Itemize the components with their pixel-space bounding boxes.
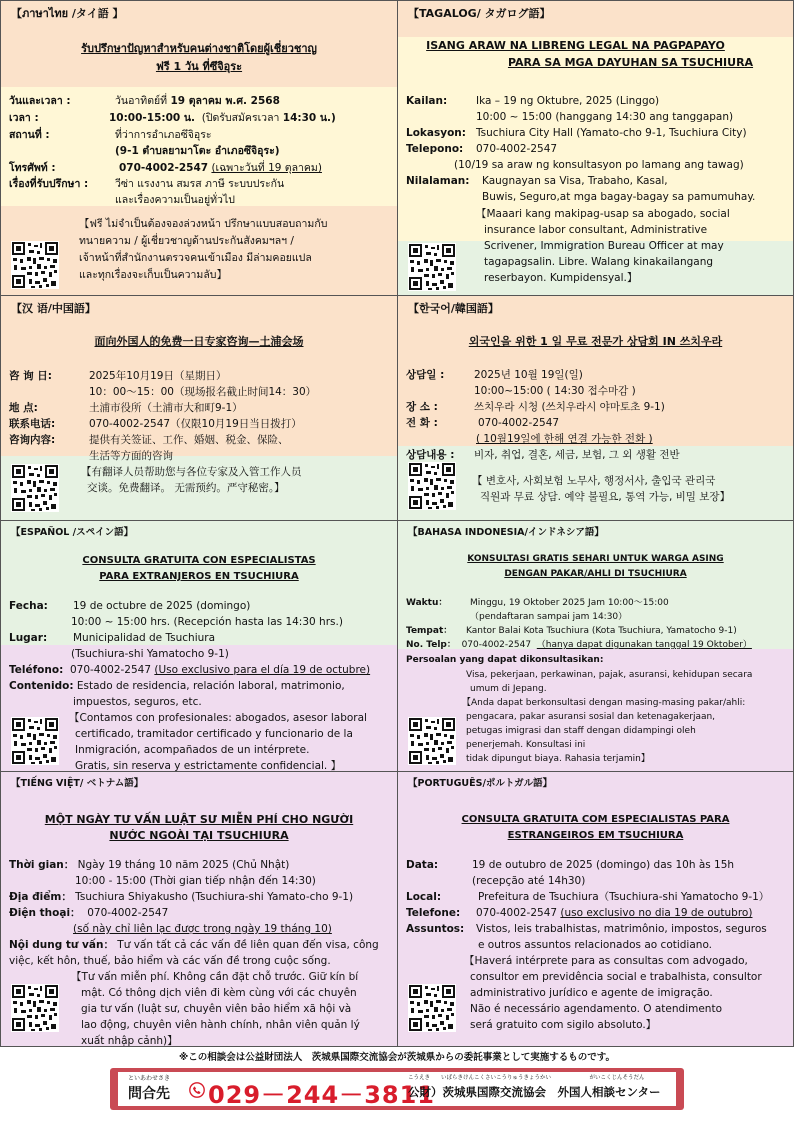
section-title: KONSULTASI GRATIS SEHARI UNTUK WARGA ASING	[467, 554, 724, 564]
content-value-line2: việc, kết hôn, thuế, bảo hiểm và các vấn đề trong cuộc sống.	[9, 955, 331, 967]
notice-line3: Scrivener, Immigration Bureau Officer at may	[484, 240, 724, 252]
notice-line1: 【 변호사, 사회보험 노무사, 행정서사, 출입국 관리국	[472, 475, 716, 487]
date-value-line2: 10:00 ~ 15:00 hrs. (Recepción hasta las 14:30 hrs.)	[71, 616, 343, 628]
section-header: 【ภาษาไทย /タイ語 】	[11, 7, 124, 20]
topics-value: Visa, pekerjaan, perkawinan, pajak, asuransi, kehidupan secara	[466, 670, 753, 680]
place-label: 地 点:	[9, 402, 38, 414]
section-title-line2: DENGAN PAKAR/AHLI DI TSUCHIURA	[504, 569, 687, 579]
notice-line2: consultor em previdência social e trabalhista, consultor	[470, 971, 762, 983]
when-value-line2: 10:00 ~ 15:00 (hanggang 14:30 ang tanggapan)	[476, 111, 734, 123]
date-value: 19 de outubro de 2025 (domingo) das 10h às 15h	[472, 859, 735, 871]
content-value: 비자, 취업, 결혼, 세금, 보험, 그 외 생활 전반	[474, 449, 680, 461]
contact-box	[110, 1068, 684, 1110]
topics-value-line2: และเรื่องความเป็นอยู่ทั่วไป	[115, 194, 235, 206]
tel-value: 070-4002-2547	[478, 417, 560, 429]
time-label: Thời gian：	[9, 859, 75, 871]
time-note: (ปิดรับสมัครเวลา	[201, 112, 283, 124]
notice-line4: tagapagsalin. Libre. Walang kinakailangang	[484, 256, 714, 268]
qr-code-icon[interactable]	[408, 984, 456, 1032]
content-label: Nilalaman:	[406, 175, 470, 187]
section-title: ISANG ARAW NA LIBRENG LEGAL NA PAGPAPAYO	[426, 39, 725, 52]
place-value-line2: (Tsuchiura-shi Yamatocho 9-1)	[71, 648, 229, 660]
tel-value: 070-4002-2547	[461, 640, 532, 650]
content-value: Tư vấn tất cả các vấn đề liên quan đến visa, công	[117, 939, 379, 951]
place-label: Địa điểm：	[9, 891, 72, 903]
section-title-line2: ESTRANGEIROS EM TSUCHIURA	[507, 830, 684, 841]
place-label: สถานที่ :	[9, 129, 50, 141]
subj-label: Assuntos:	[406, 923, 465, 935]
date-value-line2: (recepção até 14h30)	[472, 875, 586, 887]
section-title-line2: PARA SA MGA DAYUHAN SA TSUCHIURA	[507, 56, 754, 69]
tel-note: (số này chỉ liên lạc được trong ngày 19 tháng 10)	[73, 923, 332, 935]
date-label: วันและเวลา :	[9, 95, 71, 107]
notice-line1: 【Maaari kang makipag-usap sa abogado, social	[476, 208, 730, 220]
content-label: 상담내용 :	[406, 449, 455, 461]
vietnamese-section	[0, 771, 398, 1047]
content-value-line2: impuestos, seguros, etc.	[73, 696, 202, 708]
topics-label: Persoalan yang dapat dikonsultasikan:	[406, 655, 604, 665]
time-value-line2: （pendaftaran sampai jam 14:30）	[470, 612, 628, 622]
tel-note: （hanya dapat digunakan tanggal 19 Oktober）	[536, 640, 752, 650]
notice-line2: ทนายความ / ผู้เชี่ยวชาญด้านประกันสังคมฯลฯ /	[79, 235, 294, 247]
time-value: Ngày 19 tháng 10 năm 2025 (Chủ Nhật)	[77, 859, 290, 871]
tel-value: 070-4002-2547	[476, 907, 558, 919]
indonesian-section	[397, 520, 794, 772]
topics-label: เรื่องที่รับปรึกษา :	[9, 178, 89, 190]
notice-line2: mật. Có thông dịch viên đi kèm cùng với các chuyên	[81, 987, 357, 999]
tel-value: 070-4002-2547	[476, 143, 558, 155]
date-value: 19 de octubre de 2025 (domingo)	[73, 600, 251, 612]
tel-note: (10/19 sa araw ng konsultasyon po lamang ang tawag)	[454, 159, 744, 171]
notice-line3: Inmigración, acompañados de un intérprete.	[75, 744, 310, 756]
tel-label: Telepono:	[406, 143, 464, 155]
place-value: Municipalidad de Tsuchiura	[73, 632, 216, 644]
notice-line1: 【Tư vấn miễn phí. Không cần đặt chỗ trước. Giữ kín bí	[71, 971, 359, 983]
chinese-section	[0, 295, 398, 521]
tel-note: ( 10월19일에 한해 연결 가능한 전화 )	[476, 433, 653, 445]
section-header: 【TAGALOG/ タガログ語】	[408, 7, 551, 20]
subj-value: Vistos, leis trabalhistas, matrimônio, impostos, seguros	[476, 923, 767, 935]
time-value-line2: 10:00 - 15:00 (Thời gian tiếp nhận đến 14:30)	[75, 875, 316, 887]
place-value: 쓰치우라 시청 (쓰치우라시 야마토초 9-1)	[474, 401, 665, 413]
place-value: Tsuchiura Shiyakusho (Tsuchiura-shi Yamato-cho 9-1)	[75, 891, 354, 903]
content-value-line2: Buwis, Seguro,at mga bagay-bagay sa pamumuhay.	[482, 191, 756, 203]
place-value: Prefeitura de Tsuchiura（Tsuchiura-shi Yamatocho 9-1）	[478, 891, 770, 903]
time-value: Minggu, 19 Oktober 2025 Jam 10:00～15:00	[470, 598, 669, 608]
date-value: 19 ตุลาคม พ.ศ. 2568	[170, 95, 280, 107]
time-value: 10：00～15：00（现场报名截止时间14：30）	[89, 386, 317, 398]
notice-line1: 【Anda dapat berkonsultasi dengan masing-masing pakar/ahli:	[462, 698, 746, 708]
qr-code-icon[interactable]	[408, 243, 456, 291]
notice-line2: insurance labor consultant, Administrative	[484, 224, 708, 236]
tel-label: Điện thoại：	[9, 907, 81, 919]
qr-code-icon[interactable]	[11, 464, 59, 512]
tel-label: Teléfono:	[9, 664, 64, 676]
topics-value-line2: umum di Jepang.	[470, 684, 547, 694]
date-value-pre: วันอาทิตย์ที่	[115, 95, 171, 107]
content-label: Contenido:	[9, 680, 74, 692]
qr-code-icon[interactable]	[11, 241, 59, 289]
notice-line1: 【Contamos con profesionales: abogados, asesor laboral	[69, 712, 367, 724]
tel-note: (uso exclusivo no dia 19 de outubro)	[560, 907, 753, 919]
section-header: 【PORTUGUÊS/ポルトガル語】	[408, 778, 553, 789]
section-header: 【汉 语/中国語】	[11, 302, 96, 315]
tel-value: 070-4002-2547（仅限10月19日当日拨打）	[89, 418, 302, 430]
org-ruby: こうえき いばらきけんこくさいこうりゅうきょうかい がいこくじんそうだん	[408, 1075, 645, 1081]
time-value: 10:00~15:00 ( 14:30 접수마감 )	[474, 385, 636, 397]
section-title-line2: ฟรี 1 วัน ที่ซึจิอุระ	[155, 60, 243, 73]
content-value: 提供有关签证、工作、婚姻、税金、保险、	[89, 434, 289, 446]
contact-ruby: といあわせさき	[128, 1075, 171, 1082]
spanish-section	[0, 520, 398, 772]
notice-line2: 직원과 무료 상담. 예약 불필요, 통역 가능, 비밀 보장】	[480, 491, 731, 503]
qr-code-icon[interactable]	[11, 984, 59, 1032]
section-header: 【TIẾNG VIỆT/ ベトナム語】	[11, 778, 144, 789]
date-label: 咨 询 日:	[9, 370, 53, 382]
notice-line2: pengacara, pakar asuransi sosial dan ketenagakerjaan,	[466, 712, 716, 722]
tel-value: 070-4002-2547	[69, 664, 152, 676]
notice-line3: เจ้าหน้าที่สำนักงานตรวจคนเข้าเมือง มีล่ามคอยแปล	[79, 252, 312, 264]
notice-line4: penerjemah. Konsultasi ini	[466, 740, 586, 750]
when-label: Kailan:	[406, 95, 448, 107]
qr-code-icon[interactable]	[408, 717, 456, 765]
notice-line1: 【Haverá intérprete para as consultas com advogado,	[464, 955, 748, 967]
notice-line4: และทุกเรื่องจะเก็บเป็นความลับ】	[79, 269, 227, 281]
portuguese-section	[397, 771, 794, 1047]
tagalog-section	[397, 0, 794, 296]
date-label: Data:	[406, 859, 439, 871]
content-value: Estado de residencia, relación laboral, matrimonio,	[76, 680, 345, 692]
notice-line5: será gratuito com sigilo absoluto.】	[470, 1019, 657, 1031]
tel-value: 070-4002-2547	[119, 162, 209, 174]
tel-label: No. Telp：	[406, 640, 456, 650]
place-label: 장 소 :	[406, 401, 438, 413]
section-title: รับปรึกษาปัญหาสำหรับคนต่างชาติโดยผู้เชี่ยวชาญ	[81, 42, 317, 55]
date-value: 2025年10月19日（星期日）	[89, 370, 227, 382]
notice-line5: xuất nhập cảnh)】	[81, 1035, 178, 1047]
section-title-line2: NƯỚC NGOÀI TẠI TSUCHIURA	[109, 829, 289, 842]
section-header: 【BAHASA INDONESIA/インドネシア語】	[408, 527, 604, 538]
notice-line4: Não é necessário agendamento. O atendimento	[470, 1003, 722, 1015]
time-note-bold: 14:30 น.)	[282, 112, 336, 124]
notice-line1: 【ฟรี ไม่จำเป็นต้องจองล่วงหน้า ปรึกษาแบบสอบถามกับ	[79, 218, 328, 230]
section-header: 【ESPAÑOL /スペイン語】	[11, 527, 134, 538]
place-label: Tempat：	[406, 626, 453, 636]
place-value: 土浦市役所（土浦市大和町9-1）	[89, 402, 243, 414]
tel-note: (Uso exclusivo para el día 19 de octubre)	[154, 664, 371, 676]
section-header: 【한국어/韓国語】	[408, 302, 499, 315]
topics-value: วีซ่า แรงงาน สมรส ภาษี ระบบประกัน	[115, 178, 285, 190]
notice-line3: petugas imigrasi dan staff dengan didampingi oleh	[466, 726, 696, 736]
content-value-line2: 生活等方面的咨询	[89, 450, 173, 462]
notice-line3: gia tư vấn (luật sư, chuyên viên bảo hiểm xã hội và	[81, 1003, 352, 1015]
contact-label: 問合先	[128, 1086, 170, 1102]
footer-note: ※この相談会は公益財団法人 茨城県国際交流協会が茨城県からの委託事業として実施するものです。	[179, 1052, 615, 1063]
content-label: 咨询内容:	[9, 434, 56, 446]
place-value: ที่ว่าการอำเภอซึจิอุระ	[115, 129, 212, 141]
section-title: CONSULTA GRATUITA CON ESPECIALISTAS	[82, 555, 316, 566]
notice-line5: reserbayon. Kumpidensyal.】	[484, 272, 638, 284]
tel-label: 전 화 :	[406, 417, 438, 429]
notice-line3: administrativo jurídico e agente de imigração.	[470, 987, 713, 999]
content-value: Kaugnayan sa Visa, Trabaho, Kasal,	[482, 175, 668, 187]
tel-label: 联系电话:	[9, 418, 56, 430]
notice-line2: 交谈。免费翻译。 无需预约。严守秘密。】	[87, 482, 285, 494]
korean-section	[397, 295, 794, 521]
org-name: 公財）茨城県国際交流協会 外国人相談センター	[408, 1085, 661, 1099]
loc-value: Tsuchiura City Hall (Yamato-cho 9-1, Tsuchiura City)	[476, 127, 747, 139]
contact-phone[interactable]: 029－244－3811	[208, 1081, 435, 1109]
date-label: Fecha:	[9, 600, 48, 612]
section-title: 외국인을 위한 1 일 무료 전문가 상담회 IN 쓰치우라	[468, 335, 723, 348]
notice-line5: tidak dipungut biaya. Rahasia terjamin】	[466, 754, 650, 764]
content-label: Nội dung tư vấn：	[9, 939, 114, 951]
place-value: Kantor Balai Kota Tsuchiura (Kota Tsuchiura, Yamatocho 9-1)	[466, 626, 737, 636]
notice-line2: certificado, tramitador certificado y funcionario de la	[75, 728, 353, 740]
place-label: Lugar:	[9, 632, 48, 644]
tel-value: 070-4002-2547	[87, 907, 169, 919]
time-label: Waktu：	[406, 598, 448, 608]
section-title: CONSULTA GRATUITA COM ESPECIALISTAS PARA	[461, 814, 730, 825]
notice-line1: 【有翻译人员帮助您与各位专家及入管工作人员	[81, 466, 302, 478]
tel-label: Telefone:	[406, 907, 461, 919]
place-label: Local:	[406, 891, 442, 903]
subj-value-line2: e outros assuntos relacionados ao cotidiano.	[478, 939, 713, 951]
qr-code-icon[interactable]	[11, 717, 59, 765]
phone-icon	[188, 1081, 206, 1099]
time-label: เวลา :	[9, 112, 39, 124]
time-value: 10:00-15:00 น.	[109, 112, 196, 124]
section-title: 面向外国人的免费一日专家咨询—土浦会场	[94, 335, 304, 348]
when-value: Ika – 19 ng Oktubre, 2025 (Linggo)	[476, 95, 660, 107]
thai-section	[0, 0, 398, 296]
section-title: MỘT NGÀY TƯ VẤN LUẬT SƯ MIỄN PHÍ CHO NGƯỜI	[44, 813, 354, 826]
tel-label: โทรศัพท์ :	[9, 162, 56, 174]
date-label: 상담일 :	[406, 369, 445, 381]
section-title-line2: PARA EXTRANJEROS EN TSUCHIURA	[99, 571, 299, 582]
notice-line4: Gratis, sin reserva y estrictamente confidencial. 】	[75, 760, 342, 772]
loc-label: Lokasyon:	[406, 127, 466, 139]
qr-code-icon[interactable]	[408, 462, 456, 510]
tel-note: (เฉพาะวันที่ 19 ตุลาคม)	[211, 162, 322, 174]
notice-line4: lao động, chuyên viên hành chính, nhân viên quản lý	[81, 1019, 360, 1031]
place-value-line2: (9-1 ตำบลยามาโตะ อำเภอซึจิอุระ)	[115, 145, 280, 157]
date-value: 2025년 10월 19일(일)	[474, 369, 583, 381]
